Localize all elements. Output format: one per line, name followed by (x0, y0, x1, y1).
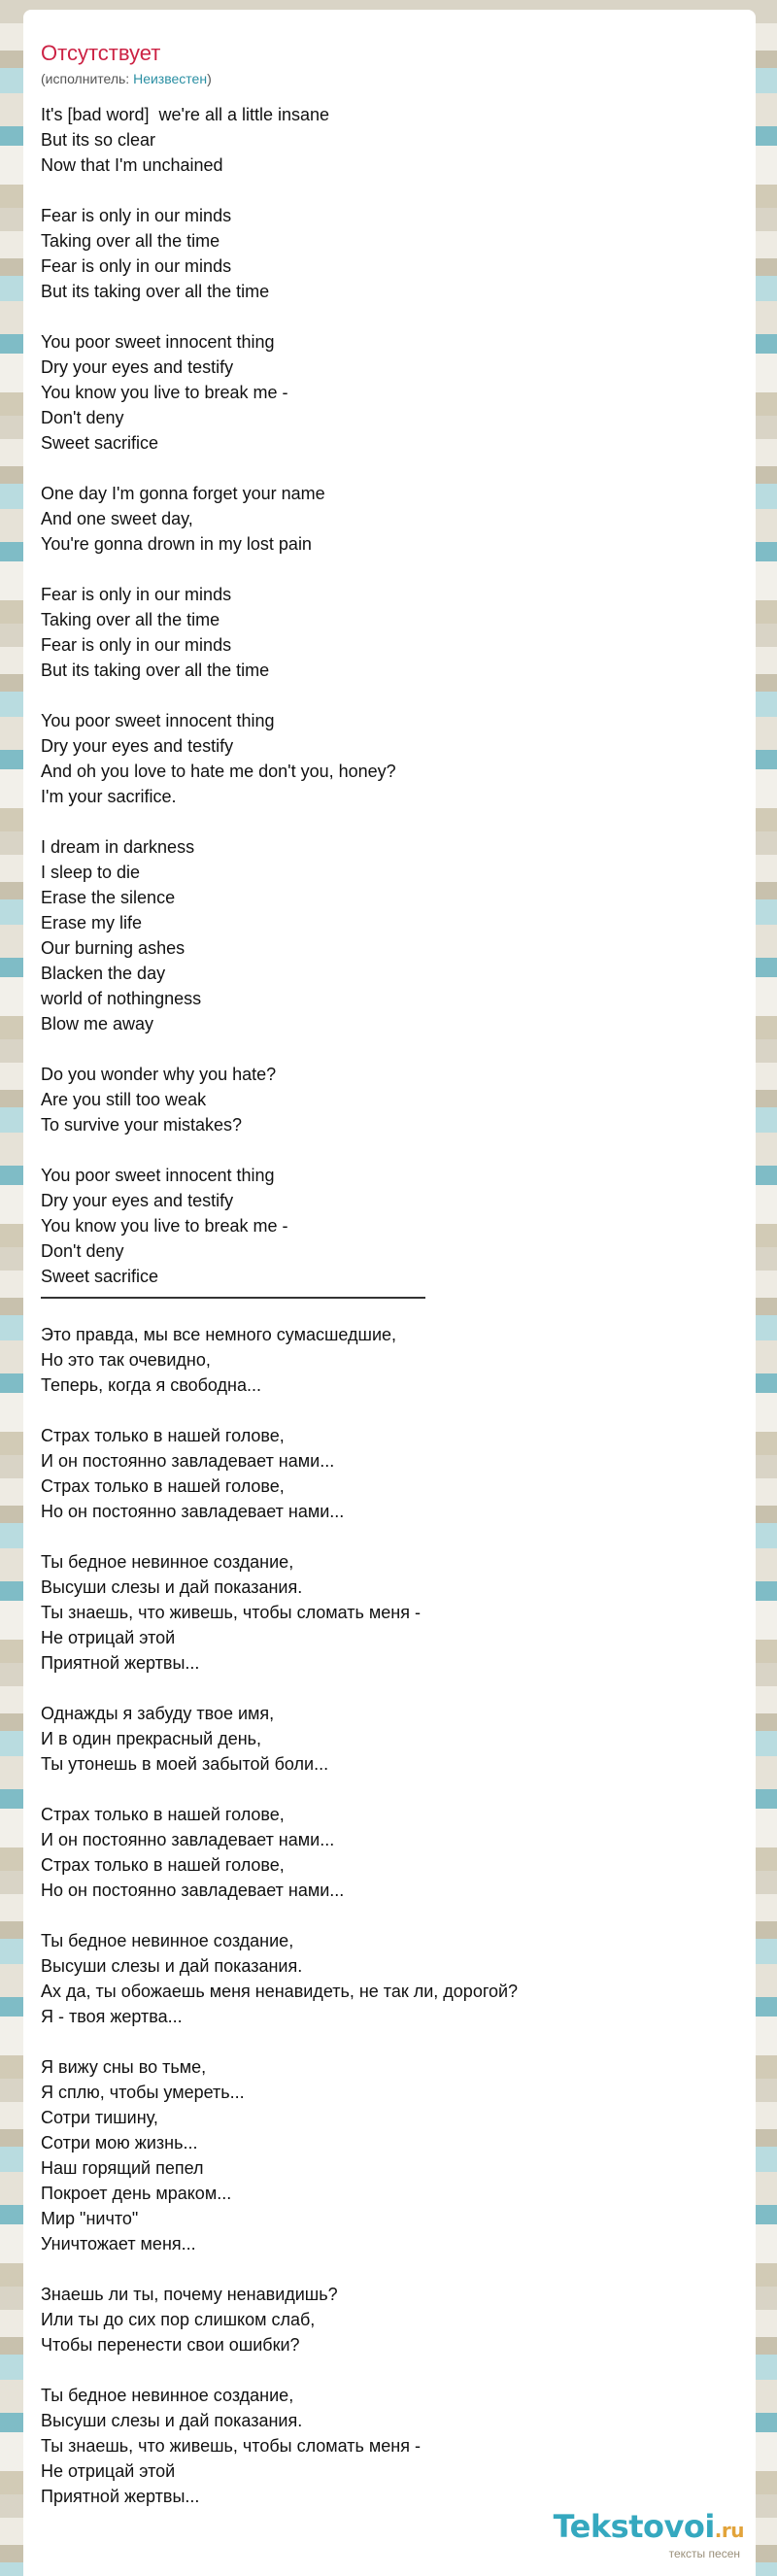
lyric-line: Мир "ничто" (41, 2209, 139, 2228)
lyric-line: Наш горящий пепел (41, 2158, 204, 2178)
lyric-line (41, 809, 721, 834)
lyric-line: Do you wonder why you hate? (41, 1065, 277, 1084)
lyric-line: I dream in darkness (41, 837, 195, 857)
lyric-line: Высуши слезы и дай показания. (41, 2411, 303, 2430)
lyric-line: Fear is only in our minds (41, 206, 232, 225)
lyric-line: You poor sweet innocent thing (41, 711, 275, 730)
lyric-line: It's [bad word] we're all a little insane (41, 105, 330, 124)
lyric-line: Но он постоянно завладевает нами... (41, 1881, 345, 1900)
lyric-line: Но он постоянно завладевает нами... (41, 1502, 345, 1521)
lyric-line (41, 2029, 721, 2054)
lyric-line: Dry your eyes and testify (41, 736, 234, 756)
site-logo[interactable] (554, 2510, 744, 2560)
lyric-line: Покроет день мраком... (41, 2184, 232, 2203)
lyrics-page (23, 10, 756, 2576)
lyric-line: But its taking over all the time (41, 661, 270, 680)
lyric-line (41, 178, 721, 203)
lyric-line: You know you live to break me - (41, 383, 288, 402)
lyric-line: I'm your sacrifice. (41, 787, 177, 806)
lyric-line (41, 1676, 721, 1701)
lyric-line: Sweet sacrifice (41, 433, 159, 453)
lyric-line: Taking over all the time (41, 610, 220, 629)
logo-tld: .ru (714, 2519, 744, 2542)
lyric-line: Страх только в нашей голове, (41, 1426, 285, 1445)
lyric-line: Теперь, когда я свободна... (41, 1375, 262, 1395)
lyric-line: Ты бедное невинное создание, (41, 2386, 294, 2405)
artist-link[interactable]: Неизвестен (133, 71, 208, 86)
lyric-line (41, 2256, 721, 2282)
lyric-line: But its taking over all the time (41, 282, 270, 301)
lyric-line: Я сплю, чтобы умереть... (41, 2083, 245, 2102)
lyric-line: Fear is only in our minds (41, 585, 232, 604)
lyric-line (41, 304, 721, 329)
lyric-line: Сотри мою жизнь... (41, 2133, 198, 2152)
lyric-line: I sleep to die (41, 863, 141, 882)
artist-suffix: ) (207, 71, 212, 86)
lyric-line: Erase my life (41, 913, 143, 932)
lyrics-original (41, 102, 721, 1289)
lyric-line (41, 557, 721, 582)
lyric-line: You poor sweet innocent thing (41, 1166, 275, 1185)
lyric-line (41, 1777, 721, 1802)
lyrics-translation (41, 1322, 721, 2509)
lyric-line (41, 2357, 721, 2383)
lyric-line: Высуши слезы и дай показания. (41, 1956, 303, 1976)
lyric-line: Taking over all the time (41, 231, 220, 251)
lyric-line: To survive your mistakes? (41, 1115, 243, 1135)
lyric-line (41, 1036, 721, 1062)
lyric-line: You know you live to break me - (41, 1216, 288, 1236)
lyric-line: Чтобы перенести свои ошибки? (41, 2335, 300, 2355)
lyric-line: Don't deny (41, 1241, 124, 1261)
lyric-line: And oh you love to hate me don't you, honey? (41, 762, 396, 781)
lyric-line: Blow me away (41, 1014, 154, 1034)
lyric-line (41, 1398, 721, 1423)
lyrics-divider (41, 1297, 425, 1299)
lyric-line: Ты бедное невинное создание, (41, 1552, 294, 1572)
lyric-line: Я вижу сны во тьме, (41, 2057, 207, 2077)
lyrics-body (41, 102, 721, 2509)
lyric-line: Fear is only in our minds (41, 635, 232, 655)
lyric-line: Don't deny (41, 408, 124, 427)
lyric-line: Ты знаешь, что живешь, чтобы сломать меня - (41, 1603, 421, 1622)
lyric-line: И в один прекрасный день, (41, 1729, 262, 1748)
lyric-line: Страх только в нашей голове, (41, 1805, 285, 1824)
lyric-line: One day I'm gonna forget your name (41, 484, 325, 503)
lyric-line: Страх только в нашей голове, (41, 1476, 285, 1496)
lyric-line: Высуши слезы и дай показания. (41, 1577, 303, 1597)
lyric-line: Dry your eyes and testify (41, 357, 234, 377)
song-title: Отсутствует (41, 41, 161, 65)
lyric-line: Или ты до сих пор слишком слаб, (41, 2310, 316, 2329)
lyric-line: Приятной жертвы... (41, 1653, 200, 1673)
lyric-line: Не отрицай этой (41, 1628, 176, 1647)
lyric-line: Erase the silence (41, 888, 176, 907)
lyric-line: Ты знаешь, что живешь, чтобы сломать меня - (41, 2436, 421, 2456)
lyric-line: Ах да, ты обожаешь меня ненавидеть, не так ли, дорогой? (41, 1982, 519, 2001)
lyric-line: You're gonna drown in my lost pain (41, 534, 312, 554)
lyric-line: Our burning ashes (41, 938, 186, 958)
logo-wordmark (554, 2510, 744, 2547)
logo-tagline: тексты песен (668, 2547, 740, 2560)
lyric-line: Однажды я забуду твое имя, (41, 1704, 275, 1723)
lyric-line (41, 1137, 721, 1163)
artist-line (41, 70, 212, 87)
lyric-line (41, 456, 721, 481)
lyric-line: Не отрицай этой (41, 2461, 176, 2481)
lyric-line: Знаешь ли ты, почему ненавидишь? (41, 2285, 338, 2304)
lyric-line: Ты бедное невинное создание, (41, 1931, 294, 1950)
lyric-line: Сотри тишину, (41, 2108, 158, 2127)
lyric-line (41, 1903, 721, 1928)
lyric-line: Это правда, мы все немного сумасшедшие, (41, 1325, 397, 1344)
lyric-line: Are you still too weak (41, 1090, 207, 1109)
lyric-line: Я - твоя жертва... (41, 2007, 183, 2026)
lyric-line: And one sweet day, (41, 509, 193, 528)
lyric-line: world of nothingness (41, 989, 202, 1008)
lyric-line: You poor sweet innocent thing (41, 332, 275, 352)
lyric-line: But its so clear (41, 130, 156, 150)
lyric-line (41, 683, 721, 708)
lyric-line: И он постоянно завладевает нами... (41, 1451, 335, 1471)
lyric-line: И он постоянно завладевает нами... (41, 1830, 335, 1849)
lyric-line: Now that I'm unchained (41, 155, 223, 175)
lyric-line: Blacken the day (41, 964, 166, 983)
lyric-line: Приятной жертвы... (41, 2487, 200, 2506)
lyric-line: Dry your eyes and testify (41, 1191, 234, 1210)
lyric-line: Но это так очевидно, (41, 1350, 211, 1370)
logo-name: Tekstovoi (553, 2508, 715, 2545)
lyric-line: Уничтожает меня... (41, 2234, 196, 2254)
artist-prefix: (исполнитель: (41, 71, 134, 86)
lyric-line (41, 1524, 721, 1549)
lyric-line: Ты утонешь в моей забытой боли... (41, 1754, 329, 1774)
lyric-line: Fear is only in our minds (41, 256, 232, 276)
lyric-line: Страх только в нашей голове, (41, 1855, 285, 1875)
lyric-line: Sweet sacrifice (41, 1267, 159, 1286)
